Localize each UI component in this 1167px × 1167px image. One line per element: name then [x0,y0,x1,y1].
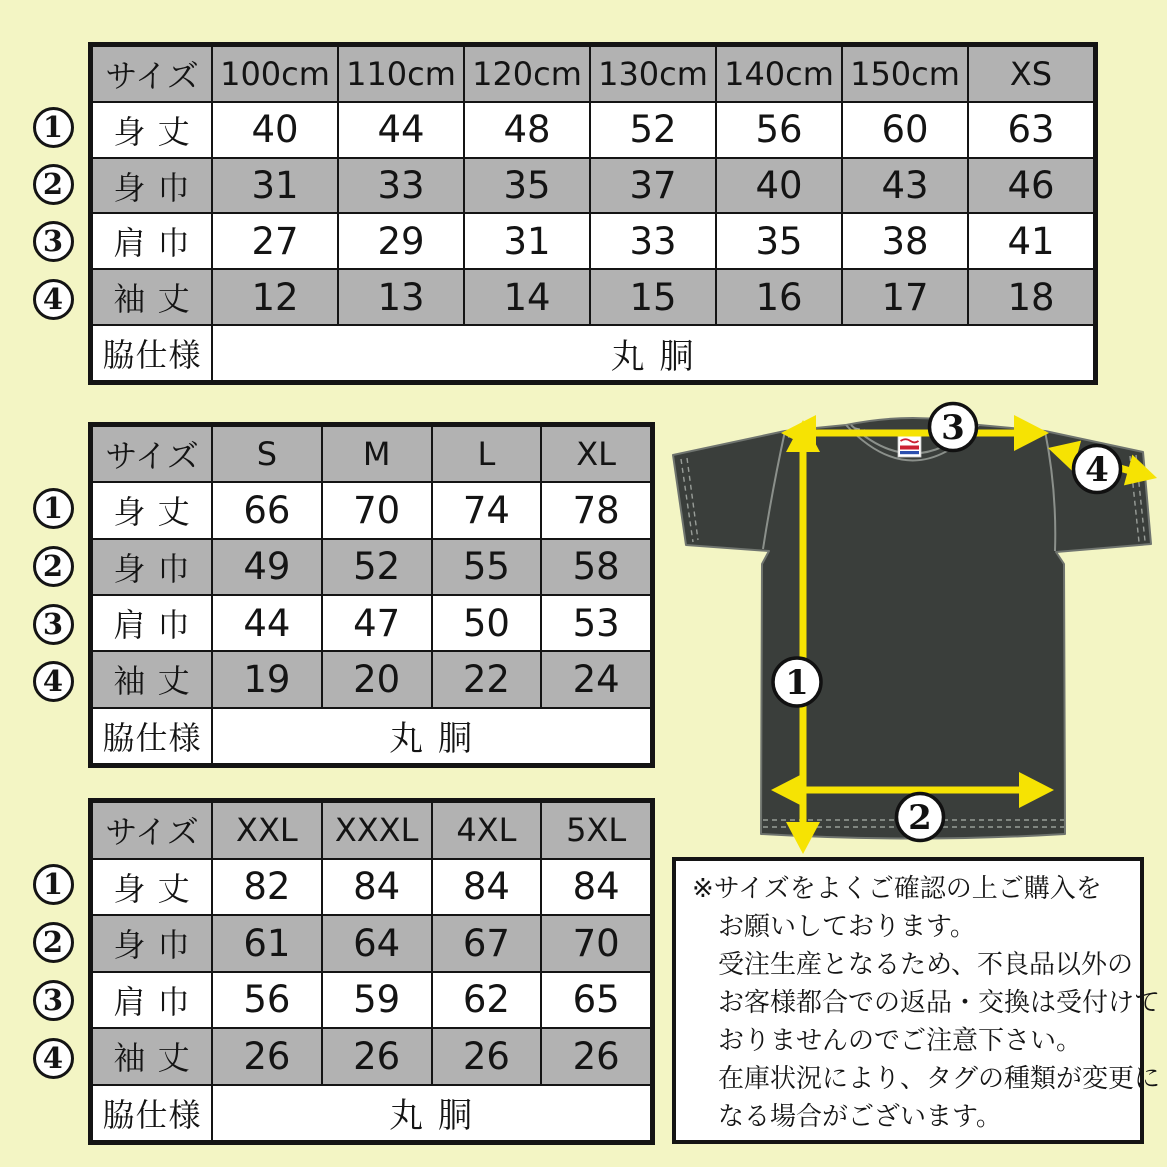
value-cell: 84 [432,859,542,916]
label-number-1: 1 [785,663,809,703]
row-label: 身 巾 [92,915,212,972]
value-cell: 52 [322,539,432,595]
value-cell: 26 [212,1028,322,1085]
column-header: 5XL [541,802,651,859]
column-header: XXXL [322,802,432,859]
row-label: 身 丈 [92,859,212,916]
value-cell: 29 [338,213,464,269]
value-cell: 35 [716,213,842,269]
row-label: 肩 巾 [92,595,212,651]
row-label: 身 丈 [92,102,212,158]
value-cell: 66 [212,482,322,538]
value-cell: 70 [541,915,651,972]
value-cell: 24 [541,651,651,707]
value-cell: 12 [212,269,338,325]
column-header: M [322,426,432,482]
row-marker-3: 3 [33,221,74,262]
row-label: 袖 丈 [92,651,212,707]
value-cell: 46 [968,158,1094,214]
value-cell: 59 [322,972,432,1029]
row-label: 袖 丈 [92,269,212,325]
corner-header: サイズ [92,802,212,859]
column-header: 4XL [432,802,542,859]
column-header: XL [541,426,651,482]
corner-header: サイズ [92,426,212,482]
row-marker-4: 4 [33,1038,74,1079]
row-label: 身 巾 [92,158,212,214]
notice-line: お願いしております。 [718,912,976,942]
size-table-large [88,798,655,1145]
value-cell: 33 [590,213,716,269]
value-cell: 26 [322,1028,432,1085]
column-header: L [432,426,542,482]
column-header: 120cm [464,46,590,102]
notice-line: なる場合がございます。 [718,1102,1002,1132]
value-cell: 44 [212,595,322,651]
value-cell: 56 [212,972,322,1029]
value-cell: 61 [212,915,322,972]
column-header: 150cm [842,46,968,102]
value-cell: 82 [212,859,322,916]
corner-header: サイズ [92,46,212,102]
value-cell: 58 [541,539,651,595]
column-header: 110cm [338,46,464,102]
row-marker-2: 2 [33,922,74,963]
row-marker-3: 3 [33,604,74,645]
column-header: XS [968,46,1094,102]
column-header: 130cm [590,46,716,102]
row-marker-1: 1 [33,107,74,148]
footer-value: 丸 胴 [212,1085,651,1142]
notice-line: お客様都合での返品・交換は受付けて [718,988,1161,1018]
value-cell: 17 [842,269,968,325]
value-cell: 64 [322,915,432,972]
row-label: 肩 巾 [92,972,212,1029]
notice-line: おりませんのでご注意下さい。 [718,1026,1083,1056]
column-header: 140cm [716,46,842,102]
value-cell: 48 [464,102,590,158]
row-marker-4: 4 [33,279,74,320]
brand-tag [898,436,921,457]
value-cell: 41 [968,213,1094,269]
row-markers-kids-table [31,99,75,328]
value-cell: 62 [432,972,542,1029]
column-header: S [212,426,322,482]
value-cell: 19 [212,651,322,707]
footer-label: 脇仕様 [92,1085,212,1142]
footer-label: 脇仕様 [92,708,212,764]
value-cell: 84 [322,859,432,916]
column-header: 100cm [212,46,338,102]
value-cell: 27 [212,213,338,269]
value-cell: 26 [432,1028,542,1085]
footer-label: 脇仕様 [92,325,212,381]
value-cell: 74 [432,482,542,538]
label-number-2: 2 [908,798,932,838]
footer-value: 丸 胴 [212,325,1094,381]
row-markers-adult-table [31,480,75,711]
row-label: 肩 巾 [92,213,212,269]
value-cell: 20 [322,651,432,707]
value-cell: 38 [842,213,968,269]
value-cell: 60 [842,102,968,158]
value-cell: 22 [432,651,542,707]
value-cell: 43 [842,158,968,214]
tshirt-measurement-diagram [660,396,1167,860]
value-cell: 31 [212,158,338,214]
label-number-4: 4 [1085,450,1109,490]
notice-line: 在庫状況により、タグの種類が変更に [718,1064,1161,1094]
value-cell: 14 [464,269,590,325]
value-cell: 40 [716,158,842,214]
notice-line: ※サイズをよくご確認の上ご購入を [692,874,1102,904]
value-cell: 33 [338,158,464,214]
value-cell: 26 [541,1028,651,1085]
label-number-3: 3 [941,408,965,448]
value-cell: 52 [590,102,716,158]
value-cell: 13 [338,269,464,325]
row-label: 身 巾 [92,539,212,595]
footer-value: 丸 胴 [212,708,651,764]
row-label: 身 丈 [92,482,212,538]
value-cell: 47 [322,595,432,651]
row-marker-2: 2 [33,546,74,587]
value-cell: 15 [590,269,716,325]
value-cell: 53 [541,595,651,651]
value-cell: 56 [716,102,842,158]
value-cell: 67 [432,915,542,972]
value-cell: 44 [338,102,464,158]
value-cell: 16 [716,269,842,325]
value-cell: 31 [464,213,590,269]
value-cell: 84 [541,859,651,916]
value-cell: 40 [212,102,338,158]
value-cell: 65 [541,972,651,1029]
row-markers-large-table [31,856,75,1087]
value-cell: 70 [322,482,432,538]
value-cell: 78 [541,482,651,538]
value-cell: 63 [968,102,1094,158]
value-cell: 18 [968,269,1094,325]
row-label: 袖 丈 [92,1028,212,1085]
row-marker-1: 1 [33,864,74,905]
notice-line: 受注生産となるため、不良品以外の [718,950,1133,980]
value-cell: 49 [212,539,322,595]
column-header: XXL [212,802,322,859]
notice-box [672,857,1161,1144]
value-cell: 50 [432,595,542,651]
value-cell: 37 [590,158,716,214]
row-marker-2: 2 [33,164,74,205]
row-marker-1: 1 [33,488,74,529]
row-marker-4: 4 [33,661,74,702]
value-cell: 55 [432,539,542,595]
size-table-kids [88,42,1098,385]
value-cell: 35 [464,158,590,214]
row-marker-3: 3 [33,980,74,1021]
size-table-adult [88,422,655,768]
